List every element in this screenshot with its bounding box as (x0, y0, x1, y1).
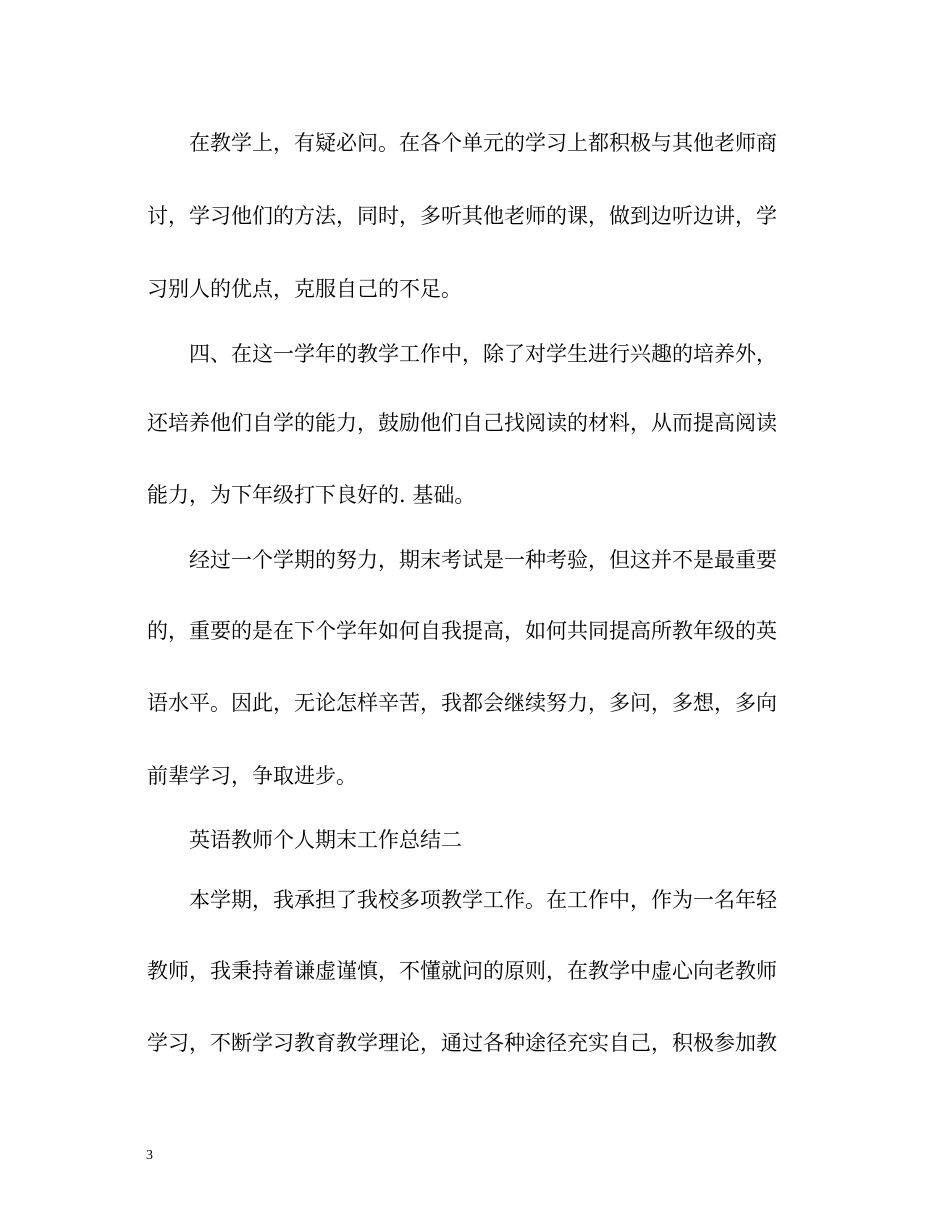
text-line: 本学期，我承担了我校多项教学工作。在工作中，作为一名年轻 (189, 888, 777, 912)
text-line: 学习，不断学习教育教学理论，通过各种途径充实自己，积极参加教 (147, 1031, 777, 1055)
text-line: 的，重要的是在下个学年如何自我提高，如何共同提高所教年级的英 (147, 619, 777, 643)
text-line: 能力，为下年级打下良好的. 基础。 (147, 483, 476, 507)
text-line: 教师，我秉持着谦虚谨慎，不懂就问的原则，在教学中虚心向老教师 (147, 959, 777, 983)
text-line: 还培养他们自学的能力，鼓励他们自己找阅读的材料，从而提高阅读 (147, 411, 777, 435)
text-line: 经过一个学期的努力，期末考试是一种考验，但这并不是最重要 (189, 548, 777, 572)
text-line: 前辈学习，争取进步。 (147, 764, 357, 788)
text-line: 语水平。因此，无论怎样辛苦，我都会继续努力，多问，多想，多向 (147, 691, 777, 715)
text-line: 讨，学习他们的方法，同时，多听其他老师的课，做到边听边讲，学 (147, 204, 777, 228)
text-line: 四、在这一学年的教学工作中，除了对学生进行兴趣的培养外， (189, 342, 777, 366)
page-number: 3 (146, 1148, 153, 1163)
section-title: 英语教师个人期末工作总结二 (189, 828, 462, 852)
text-line: 习别人的优点，克服自己的不足。 (147, 277, 462, 301)
text-line: 在教学上，有疑必问。在各个单元的学习上都积极与其他老师商 (189, 131, 777, 155)
